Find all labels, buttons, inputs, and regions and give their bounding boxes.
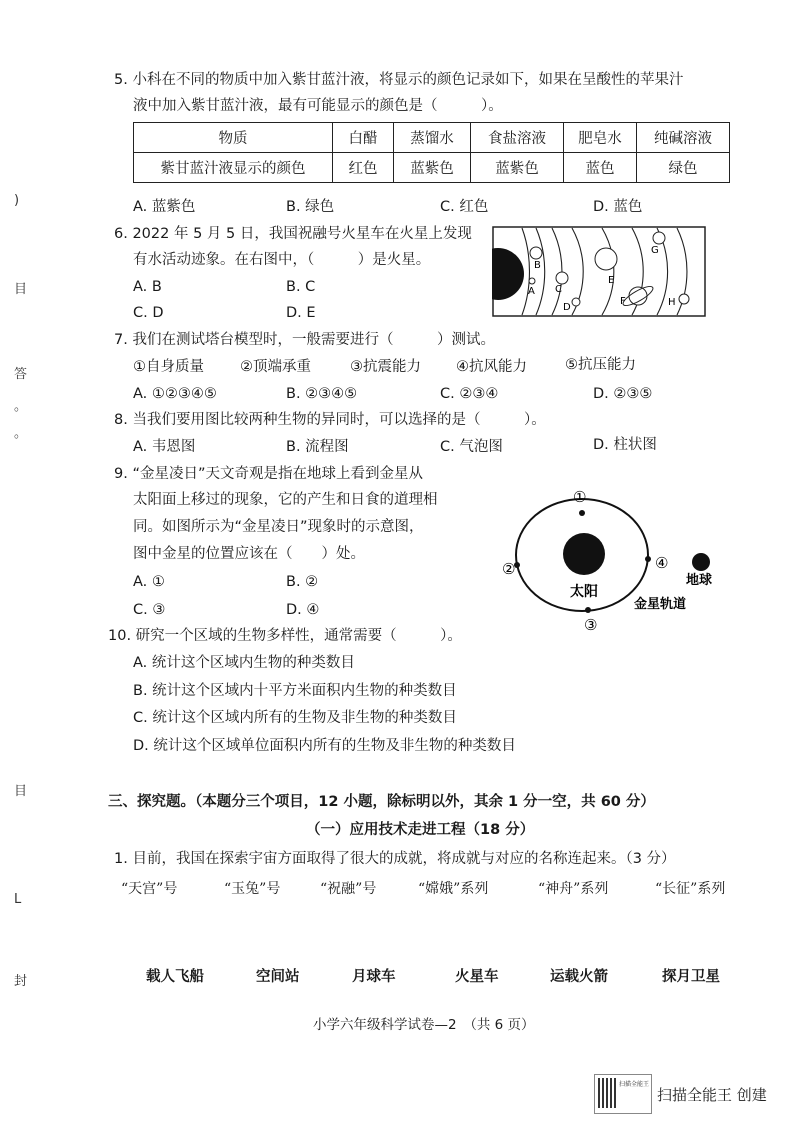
section3-title: 三、探究题。（本题分三个项目，12 小题，除标明以外，其余 1 分一空，共 60 分） — [108, 794, 655, 810]
q9-option-a: A. ① — [133, 574, 165, 590]
orbit-label: 金星轨道 — [634, 597, 687, 612]
margin-mark: 答 — [14, 367, 28, 382]
venus-transit-figure — [498, 486, 734, 634]
name-item: “嫦娥”系列 — [418, 881, 489, 897]
planet-e — [595, 248, 617, 270]
q5-stem-line1: 5. 小科在不同的物质中加入紫甘蓝汁液，将显示的颜色记录如下，如果在呈酸性的苹果汁 — [114, 72, 684, 88]
margin-mark: 。 — [14, 426, 28, 441]
q5-stem-line2: 液中加入紫甘蓝汁液，最有可能显示的颜色是（ ）。 — [133, 98, 503, 114]
label-g: G — [651, 245, 659, 256]
earth-label: 地球 — [686, 573, 713, 588]
q7-item-4: ④抗风能力 — [456, 359, 527, 375]
sun — [563, 533, 605, 575]
achievement-item: 空间站 — [256, 968, 300, 985]
q6-stem-line1: 6. 2022 年 5 月 5 日，我国祝融号火星车在火星上发现 — [114, 226, 472, 242]
q7-stem: 7. 我们在测试塔台模型时，一般需要进行（ ）测试。 — [114, 332, 495, 348]
achievement-item: 载人飞船 — [146, 968, 204, 985]
table-cell: 蒸馏水 — [394, 123, 471, 153]
q9-option-d: D. ④ — [286, 602, 320, 618]
earth — [692, 553, 710, 571]
table-cell: 白醋 — [333, 123, 394, 153]
q7-item-5: ⑤抗压能力 — [565, 357, 636, 373]
planet-h — [679, 294, 689, 304]
achievement-item: 探月卫星 — [662, 968, 720, 985]
position-2-label: ② — [502, 560, 516, 578]
margin-mark: 目 — [14, 282, 28, 297]
q6-option-c: C. D — [133, 305, 164, 321]
q8-option-d: D. 柱状图 — [593, 437, 657, 453]
position-4-label: ④ — [655, 554, 669, 572]
q8-option-c: C. 气泡图 — [440, 439, 503, 455]
q5-option-b: B. 绿色 — [286, 199, 335, 215]
margin-mark: 封 — [14, 974, 28, 989]
achievement-item: 运载火箭 — [550, 968, 608, 985]
table-row — [134, 123, 730, 153]
achievement-item: 火星车 — [455, 968, 499, 985]
table-cell: 纯碱溶液 — [637, 123, 730, 153]
q10-option-b: B. 统计这个区域内十平方米面积内生物的种类数目 — [133, 683, 457, 699]
planet-c — [556, 272, 568, 284]
q10-option-c: C. 统计这个区域内所有的生物及非生物的种类数目 — [133, 710, 457, 726]
name-item: “长征”系列 — [655, 881, 726, 897]
label-c: C — [555, 284, 562, 295]
achievement-item: 月球车 — [352, 968, 396, 985]
q7-option-d: D. ②③⑤ — [593, 386, 653, 402]
q7-option-c: C. ②③④ — [440, 386, 499, 402]
label-d: D — [563, 302, 571, 313]
margin-mark: 目 — [14, 784, 28, 799]
table-cell: 紫甘蓝汁液显示的颜色 — [134, 153, 333, 183]
q9-option-c: C. ③ — [133, 602, 166, 618]
part1-title: （一）应用技术走进工程（18 分） — [306, 822, 535, 838]
q6-option-d: D. E — [286, 305, 316, 321]
margin-mark: 。 — [14, 399, 28, 414]
table-cell: 物质 — [134, 123, 333, 153]
name-item: “玉兔”号 — [224, 881, 281, 897]
table-cell: 食盐溶液 — [471, 123, 564, 153]
name-item: “神舟”系列 — [538, 881, 609, 897]
q7-item-2: ②顶端承重 — [240, 359, 311, 375]
q7-item-1: ①自身质量 — [133, 359, 204, 375]
q10-option-d: D. 统计这个区域单位面积内所有的生物及非生物的种类数目 — [133, 738, 516, 754]
q8-option-b: B. 流程图 — [286, 439, 349, 455]
label-f: F — [620, 296, 626, 307]
label-b: B — [534, 260, 541, 271]
table-cell: 绿色 — [637, 153, 730, 183]
label-e: E — [608, 275, 615, 286]
q7-item-3: ③抗震能力 — [350, 359, 421, 375]
planet-a — [529, 278, 535, 284]
q10-option-a: A. 统计这个区域内生物的种类数目 — [133, 655, 355, 671]
planet-g — [653, 232, 665, 244]
q9-stem-line3: 同。如图所示为“金星凌日”现象时的示意图， — [133, 519, 424, 535]
margin-mark: L — [14, 892, 22, 907]
q5-option-c: C. 红色 — [440, 199, 489, 215]
table-row — [134, 153, 730, 183]
q6-option-a: A. B — [133, 279, 162, 295]
label-h: H — [668, 297, 676, 308]
name-item: “天宫”号 — [121, 881, 178, 897]
table-cell: 红色 — [333, 153, 394, 183]
name-item: “祝融”号 — [320, 881, 377, 897]
q9-stem-line1: 9. “金星凌日”天文奇观是指在地球上看到金星从 — [114, 466, 423, 482]
page-footer: 小学六年级科学试卷—2 （共 6 页） — [313, 1017, 535, 1033]
watermark-text: 扫描全能王 创建 — [657, 1086, 767, 1104]
q8-stem: 8. 当我们要用图比较两种生物的异同时，可以选择的是（ ）。 — [114, 412, 546, 428]
planet-b — [530, 247, 542, 259]
q6-option-b: B. C — [286, 279, 316, 295]
qr-code — [594, 1074, 652, 1114]
position-1-label: ① — [573, 488, 587, 506]
margin-mark: ) — [14, 193, 20, 208]
q5-option-a: A. 蓝紫色 — [133, 199, 196, 215]
q9-stem-line2: 太阳面上移过的现象，它的产生和日食的道理相 — [133, 492, 438, 508]
section3-q1-stem: 1. 目前，我国在探索宇宙方面取得了很大的成就，将成就与对应的名称连起来。（3 分） — [114, 851, 676, 867]
label-a: A — [528, 286, 535, 297]
q10-stem: 10. 研究一个区域的生物多样性，通常需要（ ）。 — [108, 628, 462, 644]
table-cell: 肥皂水 — [564, 123, 637, 153]
q8-option-a: A. 韦恩图 — [133, 439, 196, 455]
q7-option-b: B. ②③④⑤ — [286, 386, 358, 402]
q6-stem-line2: 有水活动迹象。在右图中，（ ）是火星。 — [133, 252, 431, 268]
planet-f — [629, 287, 647, 305]
q5-option-d: D. 蓝色 — [593, 199, 643, 215]
sun-label: 太阳 — [570, 584, 598, 600]
table-cell: 蓝紫色 — [394, 153, 471, 183]
q9-option-b: B. ② — [286, 574, 319, 590]
table-cell: 蓝色 — [564, 153, 637, 183]
planet-d — [572, 298, 580, 306]
q9-stem-line4: 图中金星的位置应该在（ ）处。 — [133, 546, 365, 562]
q5-table — [133, 122, 730, 183]
position-3-label: ③ — [584, 616, 598, 634]
solar-system-figure — [492, 226, 706, 317]
qr-label: 扫描全能王 — [619, 1081, 650, 1088]
table-cell: 蓝紫色 — [471, 153, 564, 183]
q7-option-a: A. ①②③④⑤ — [133, 386, 217, 402]
